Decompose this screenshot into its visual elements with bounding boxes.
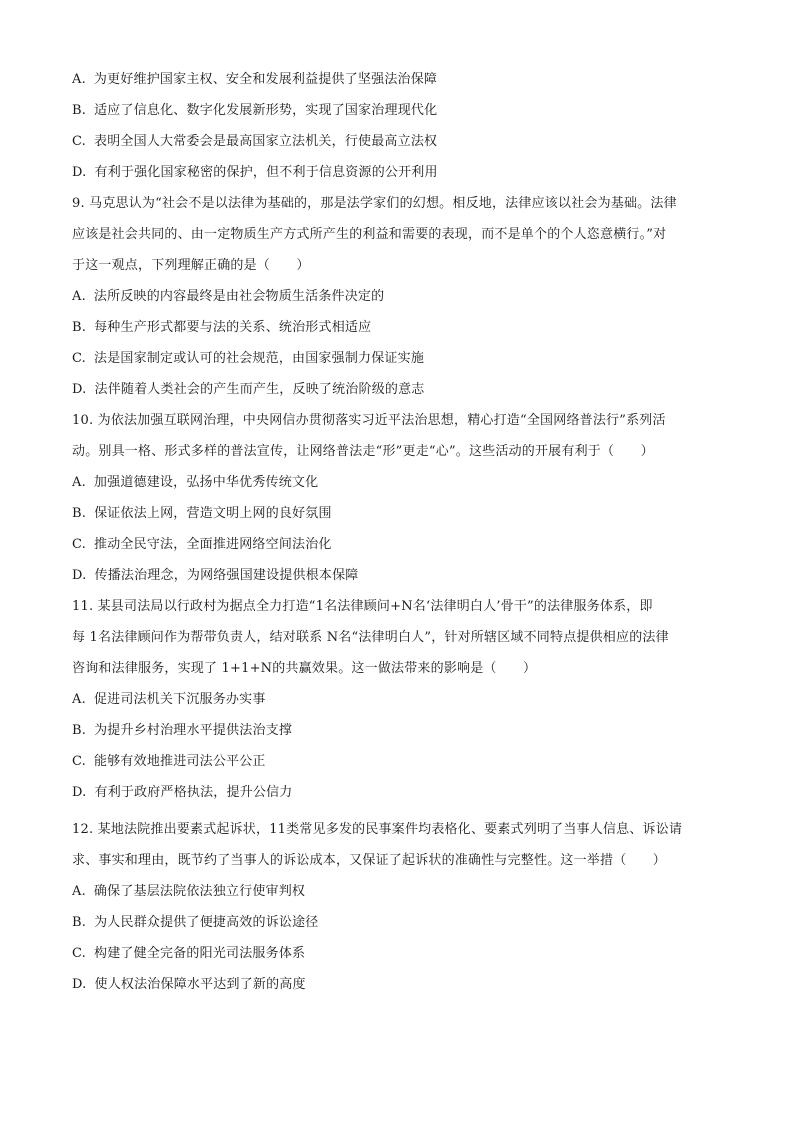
option-10-a: A. 加强道德建设，弘扬中华优秀传统文化 (72, 475, 319, 490)
question-10-stem-line: 动。别具一格、形式多样的普法宣传，让网络普法走“形”更走“心”。这些活动的开展有利于（ ） (72, 444, 654, 459)
option-11-b: B. 为提升乡村治理水平提供法治支撑 (72, 723, 293, 738)
exam-page (72, 64, 724, 1000)
option-12-c: C. 构建了健全完备的阳光司法服务体系 (72, 946, 306, 961)
option-8-b: B. 适应了信息化、数字化发展新形势，实现了国家治理现代化 (72, 103, 438, 118)
question-12-stem-line: 12. 某地法院推出要素式起诉状，11类常见多发的民事案件均表格化、要素式列明了当事人信息、诉讼请 (72, 822, 683, 837)
question-12-stem-line: 求、事实和理由，既节约了当事人的诉讼成本，又保证了起诉状的准确性与完整性。这一举措（ ） (72, 853, 667, 868)
option-8-c: C. 表明全国人大常委会是最高国家立法机关，行使最高立法权 (72, 134, 438, 149)
question-11 (72, 591, 724, 808)
option-9-d: D. 法伴随着人类社会的产生而产生，反映了统治阶级的意志 (72, 382, 425, 397)
option-12-b: B. 为人民群众提供了便捷高效的诉讼途径 (72, 915, 319, 930)
question-9-stem-line: 应该是社会共同的、由一定物质生产方式所产生的利益和需要的表现，而不是单个的个人恣意横行。”对 (72, 227, 667, 242)
question-12 (72, 814, 724, 1000)
question-10 (72, 405, 724, 591)
option-11-c: C. 能够有效地推进司法公平公正 (72, 754, 266, 769)
option-11-a: A. 促进司法机关下沉服务办实事 (72, 692, 266, 707)
option-8-d: D. 有利于强化国家秘密的保护，但不利于信息资源的公开利用 (72, 165, 438, 180)
question-11-stem-line: 每 1名法律顾问作为帮带负责人，结对联系 N名“法律明白人”，针对所辖区域不同特点提供相应的法律 (72, 630, 669, 645)
question-9 (72, 188, 724, 405)
question-10-stem-line: 10. 为依法加强互联网治理，中央网信办贯彻落实习近平法治思想，精心打造“全国网络普法行”系列活 (72, 413, 666, 428)
option-9-c: C. 法是国家制定或认可的社会规范，由国家强制力保证实施 (72, 351, 425, 366)
question-11-stem-line: 11. 某县司法局以行政村为据点全力打造“1名法律顾问+N名‘法律明白人’骨干”的法律服务体系，即 (72, 599, 653, 614)
option-9-b: B. 每种生产形式都要与法的关系、统治形式相适应 (72, 320, 372, 335)
question-9-stem-line: 9. 马克思认为“社会不是以法律为基础的，那是法学家们的幻想。相反地，法律应该以社会为基础。法律 (72, 196, 677, 211)
option-9-a: A. 法所反映的内容最终是由社会物质生活条件决定的 (72, 289, 385, 304)
question-9-stem-line: 于这一观点，下列理解正确的是（ ） (72, 258, 310, 273)
option-10-b: B. 保证依法上网，营造文明上网的良好氛围 (72, 506, 332, 521)
option-12-d: D. 使人权法治保障水平达到了新的高度 (72, 977, 306, 992)
question-8-options (72, 64, 724, 188)
option-11-d: D. 有利于政府严格执法，提升公信力 (72, 785, 293, 800)
option-10-c: C. 推动全民守法，全面推进网络空间法治化 (72, 537, 332, 552)
option-12-a: A. 确保了基层法院依法独立行使审判权 (72, 884, 306, 899)
option-8-a: A. 为更好维护国家主权、安全和发展利益提供了坚强法治保障 (72, 72, 438, 87)
question-11-stem-line: 咨询和法律服务，实现了 1+1+N的共赢效果。这一做法带来的影响是（ ） (72, 661, 537, 676)
option-10-d: D. 传播法治理念，为网络强国建设提供根本保障 (72, 568, 359, 583)
